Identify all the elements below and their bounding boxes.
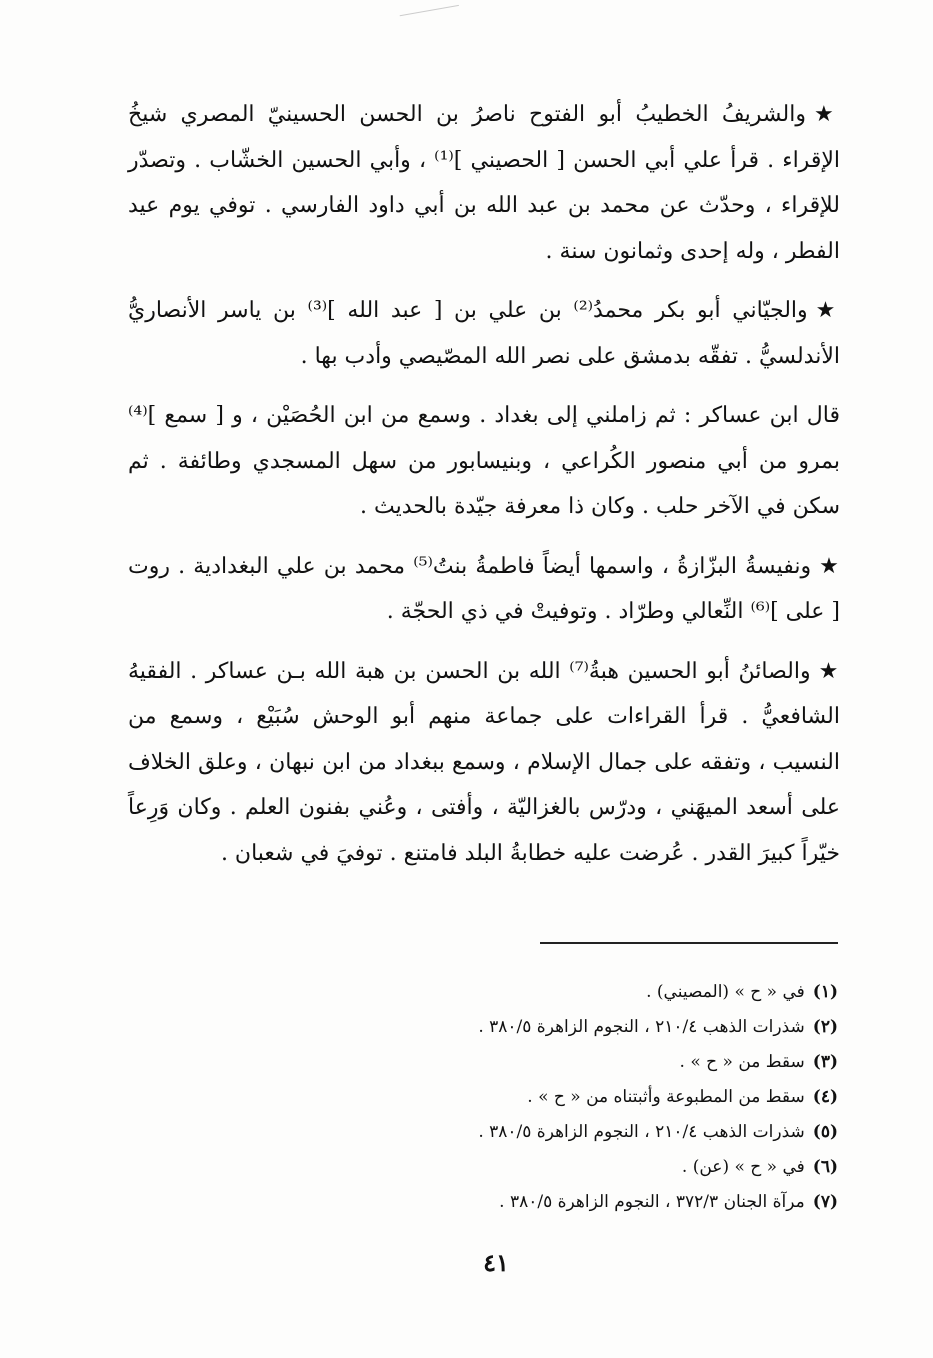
footnote-number: (٧) [812, 1192, 838, 1212]
footnote-text: سقط من المطبوعة وأثبتناه من « ح » . [527, 1087, 805, 1107]
footnote-3 [300, 1045, 838, 1080]
entry-text: والشريفُ الخطيبُ أبو الفتوح ناصرُ بن الحسن الحسينيّ المصري شيخُ الإقراء . قرأ علي أبي الحسن [ الحصيني ]⁽¹⁾ ، وأبي الحسين الخشّاب . وتصدّر للإقراء ، وحدّث عن محمد بن عبد الله بن أبي داود الفارسي . توفي يوم عيد الفطر ، وله إحدى وثمانون سنة . [128, 102, 840, 264]
footnote-number: (٣) [812, 1052, 838, 1072]
entry-text: والجيّاني أبو بكر محمدُ⁽²⁾ بن علي بن [ عبد الله ]⁽³⁾ بن ياسر الأنصاريُّ الأندلسيُّ . تفقّه بدمشق على نصر الله المصّيصي وأدب بها . [128, 298, 840, 369]
star-icon: ★ [815, 298, 840, 323]
entry-jayyani [128, 288, 840, 379]
entry-text: ونفيسةُ البزّازةُ ، واسمها أيضاً فاطمةُ بنتُ⁽⁵⁾ محمد بن علي البغدادية . روت [ على ]⁽⁶⁾ النِّعالي وطرّاد . وتوفيتْ في ذي الحجّة . [128, 553, 840, 624]
entry-ibn-asakir-quote [128, 393, 840, 530]
footnote-6 [300, 1150, 838, 1185]
footnote-7 [300, 1185, 838, 1220]
footnote-text: في « ح » (عن) . [681, 1157, 805, 1177]
footnote-text: مرآة الجنان ٣٧٢/٣ ، النجوم الزاهرة ٣٨٠/٥ . [499, 1192, 805, 1212]
page-number: ٤١ [483, 1248, 509, 1277]
star-icon: ★ [814, 102, 840, 127]
footnotes [300, 975, 838, 1220]
footnote-number: (١) [812, 982, 838, 1002]
footnote-text: شذرات الذهب ٢١٠/٤ ، النجوم الزاهرة ٣٨٠/٥ . [478, 1017, 805, 1037]
entry-sharif [128, 92, 840, 274]
footnote-1 [300, 975, 838, 1010]
entry-nafisa [128, 544, 840, 635]
footnote-5 [300, 1115, 838, 1150]
footnote-number: (٤) [812, 1087, 838, 1107]
star-icon: ★ [818, 658, 840, 684]
footnote-2 [300, 1010, 838, 1045]
entry-text: قال ابن عساكر : ثم زاملني إلى بغداد . وسمع من ابن الحُصَيْن ، و [ سمع ]⁽⁴⁾ بمرو من أبي منصور الكُراعي ، وبنيسابور من سهل المسجدي وطائفة . ثم سكن في الآخر حلب . وكان ذا معرفة جيّدة بالحديث . [128, 403, 840, 519]
footnote-text: شذرات الذهب ٢١٠/٤ ، النجوم الزاهرة ٣٨٠/٥ . [478, 1122, 805, 1142]
entry-text: والصائنُ أبو الحسين هبةُ⁽⁷⁾ الله بن الحسن بن هبة الله بـن عساكر . الفقيهُ الشافعيُّ . قرأ القراءات على جماعة منهم أبو الوحش سُبَيْع ، وسمع من النسيب ، وتفقه على جمال الإسلام ، وسمع ببغداد من ابن نبهان ، وعلق الخلاف على أسعد الميهَني ، ودرّس بالغزاليّة ، وأفتى ، وعُني بفنون العلم . وكان وَرِعاً خيّراً كبيرَ القدر . عُرضت عليه خطابةُ البلد فامتنع . توفيَ في شعبان . [128, 658, 840, 866]
footnote-divider [540, 942, 838, 944]
main-text [128, 92, 840, 890]
star-icon: ★ [819, 553, 840, 579]
footnote-text: في « ح » (المصيني) . [646, 982, 805, 1002]
footnote-4 [300, 1080, 838, 1115]
footnote-number: (٢) [812, 1017, 838, 1037]
footnote-number: (٥) [812, 1122, 838, 1142]
footnote-text: سقط من « ح » . [679, 1052, 805, 1072]
footnote-number: (٦) [812, 1157, 838, 1177]
scan-mark [400, 5, 461, 24]
entry-saein [128, 649, 840, 877]
